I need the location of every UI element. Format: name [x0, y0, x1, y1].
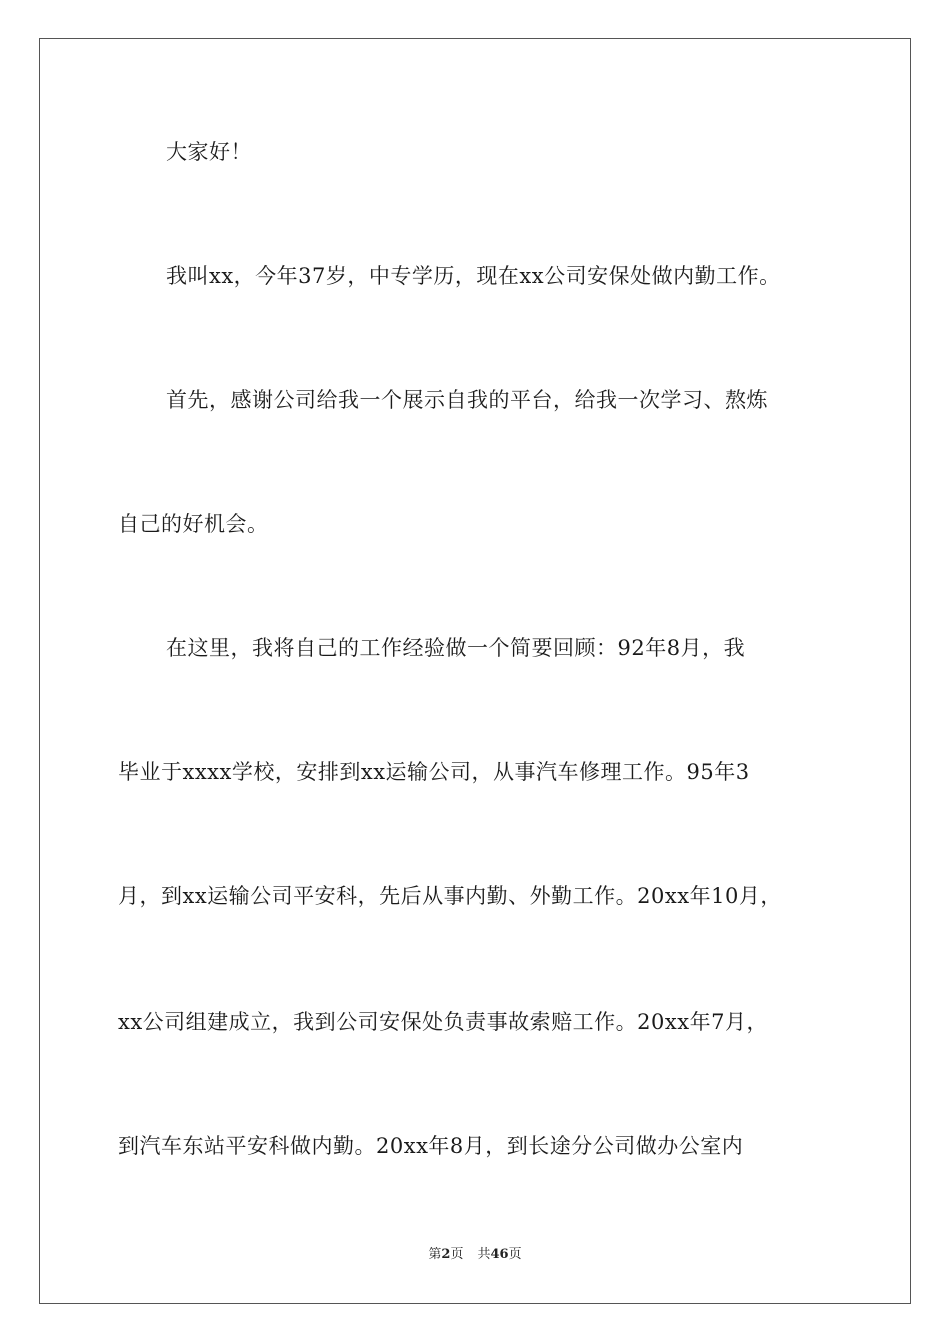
- text-line-review-1: 在这里，我将自己的工作经验做一个简要回顾：92年8月，我: [166, 636, 746, 660]
- text-line-review-5: 到汽车东站平安科做内勤。20xx年8月，到长途分公司做办公室内: [118, 1134, 744, 1158]
- footer-page-suffix: 页: [450, 1247, 464, 1262]
- text-line-review-4: xx公司组建成立，我到公司安保处负责事故索赔工作。20xx年7月，: [118, 1010, 768, 1034]
- text-line-intro: 我叫xx，今年37岁，中专学历，现在xx公司安保处做内勤工作。: [166, 264, 781, 288]
- page-border: [39, 38, 911, 1304]
- text-line-thanks-2: 自己的好机会。: [118, 512, 269, 536]
- footer-page-prefix: 第: [428, 1247, 442, 1262]
- footer-total-pages: 46: [490, 1247, 509, 1262]
- footer-page-number: 2: [441, 1247, 451, 1262]
- page-footer: [0, 1246, 950, 1264]
- footer-total-suffix: 页: [508, 1247, 522, 1262]
- text-line-review-3: 月，到xx运输公司平安科，先后从事内勤、外勤工作。20xx年10月，: [118, 884, 782, 908]
- text-line-review-2: 毕业于xxxx学校，安排到xx运输公司，从事汽车修理工作。95年3: [118, 760, 750, 784]
- text-line-thanks-1: 首先，感谢公司给我一个展示自我的平台，给我一次学习、熬炼: [166, 388, 768, 412]
- footer-total-prefix: 共: [477, 1247, 491, 1262]
- text-line-greeting: 大家好！: [166, 140, 252, 164]
